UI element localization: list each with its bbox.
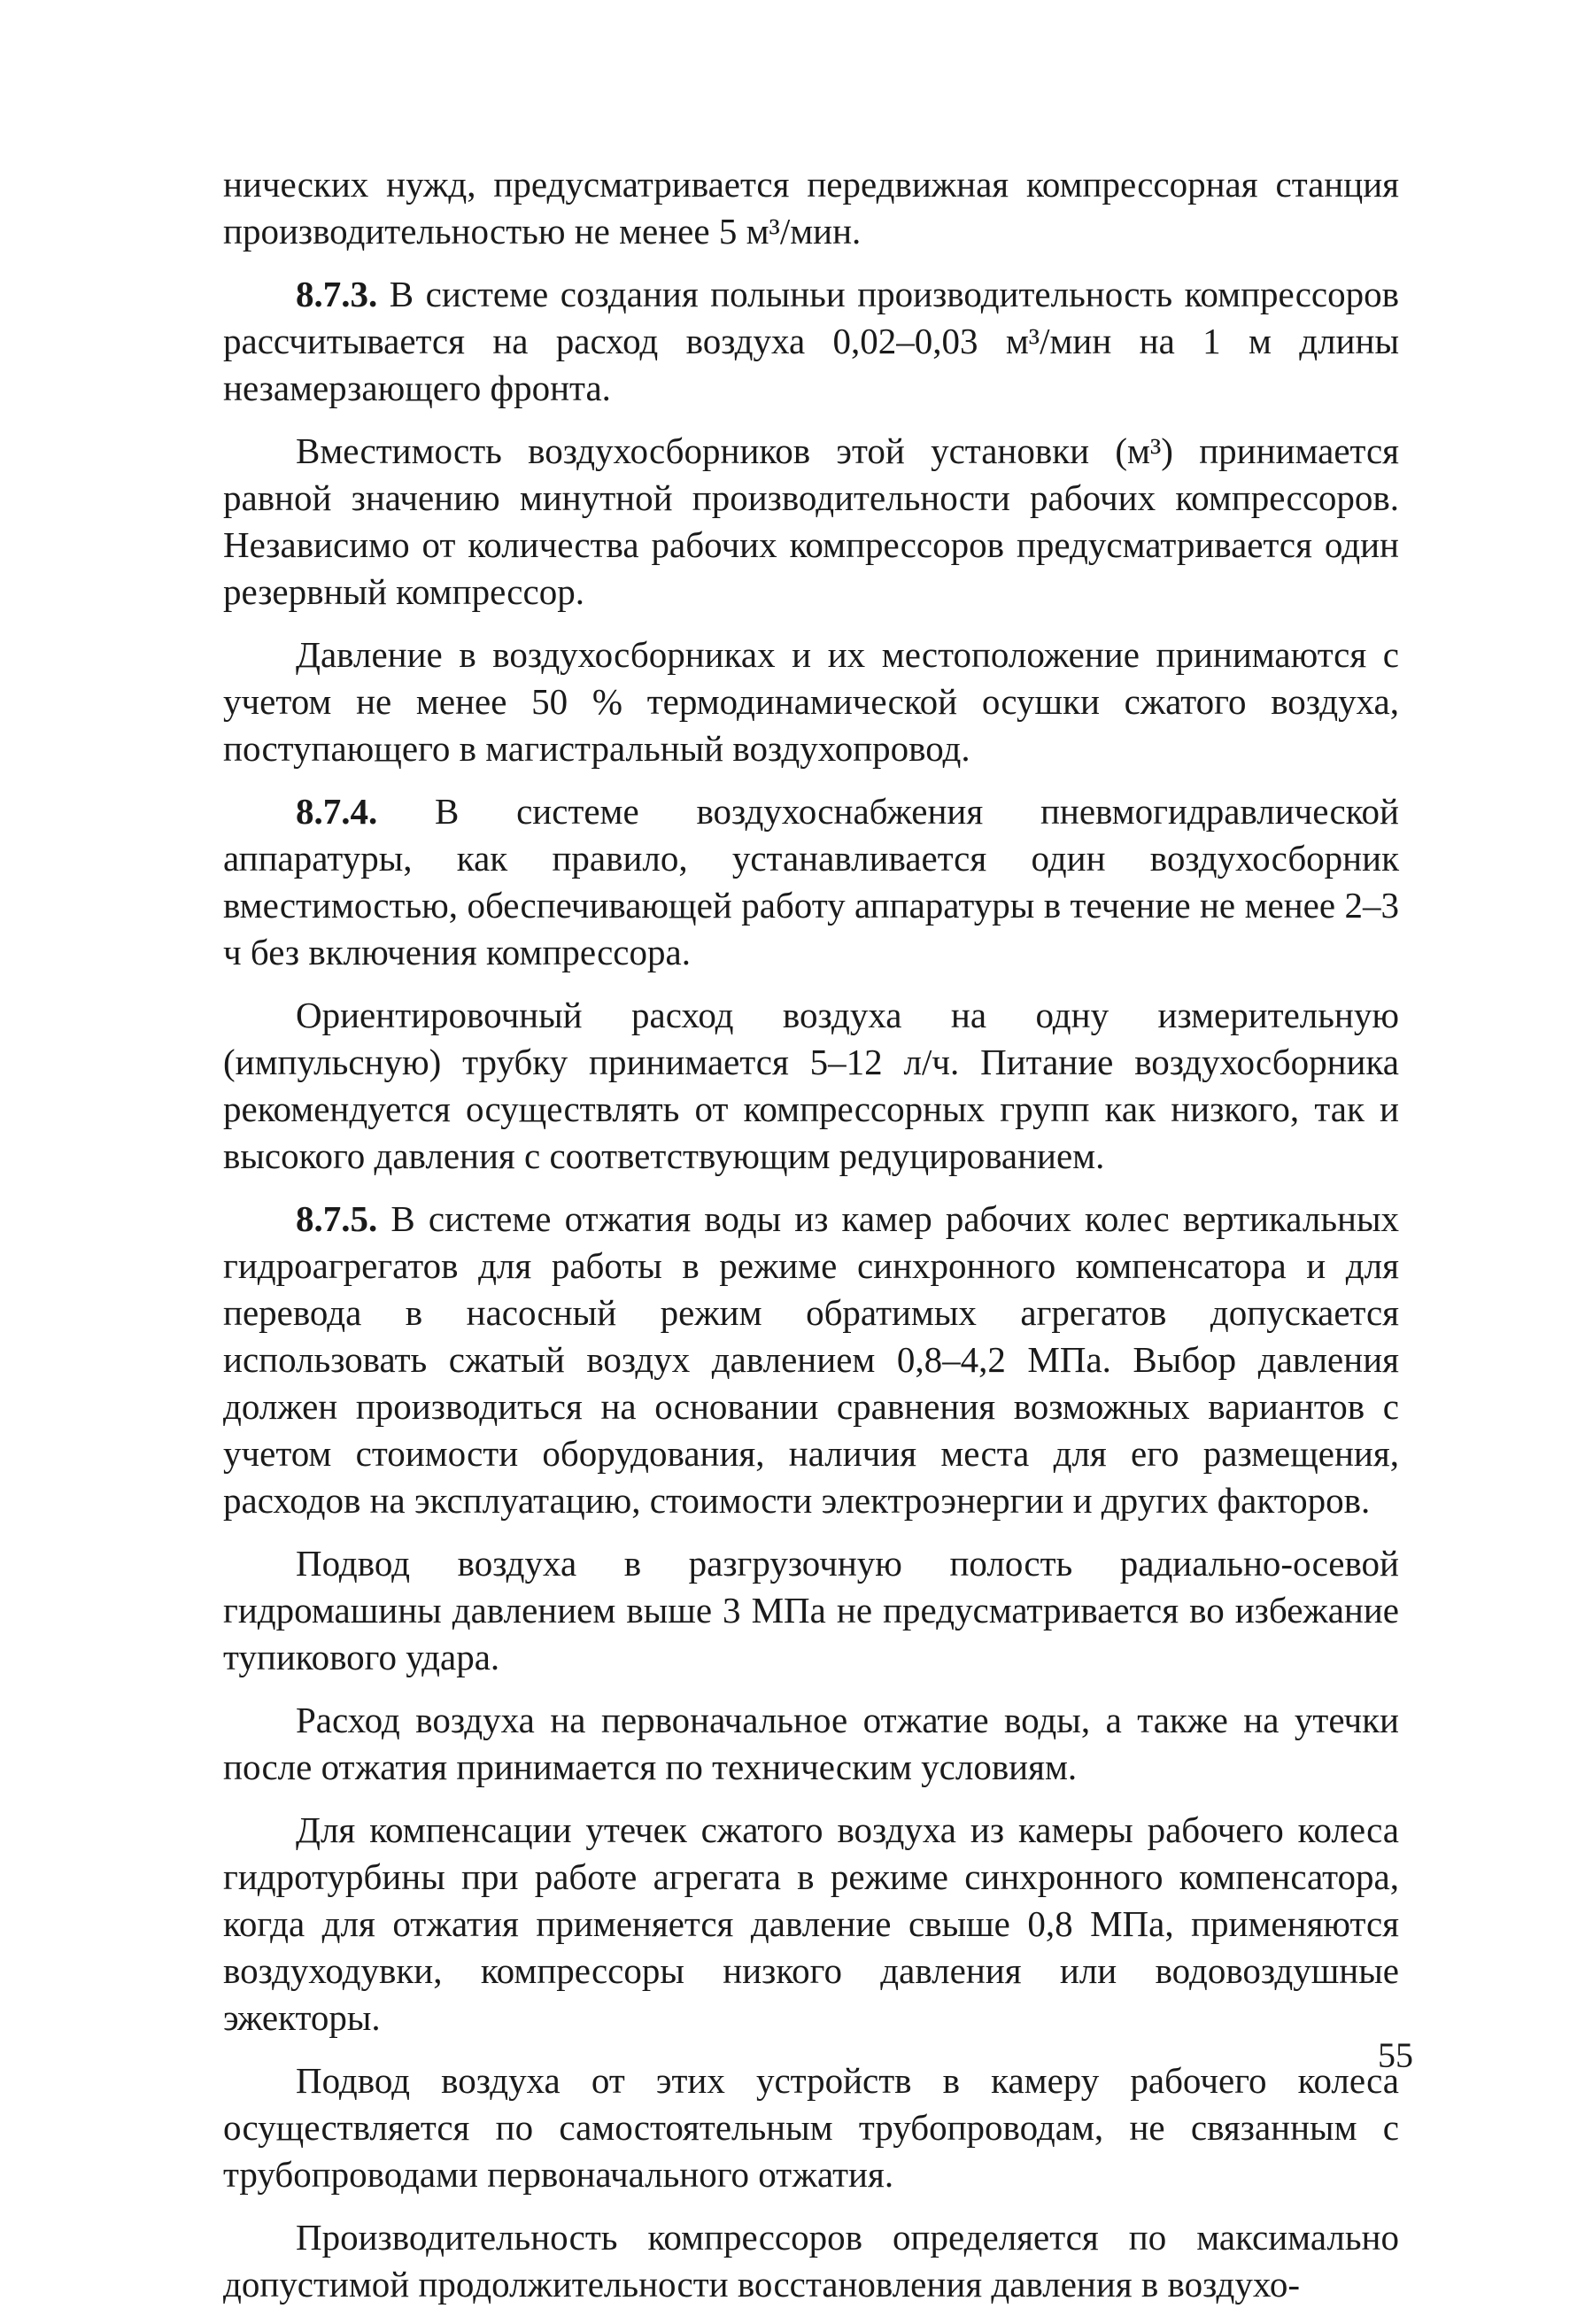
paragraph-text: Подвод воздуха в разгрузочную полость радиально-осевой гидромашины давлением выше 3 МПа не предусматривается во избежание тупикового удара. <box>223 1543 1399 1677</box>
clause-number: 8.7.5. <box>296 1198 378 1239</box>
paragraph <box>223 1697 1399 1791</box>
paragraph <box>223 2214 1399 2308</box>
clause-number: 8.7.3. <box>296 274 378 314</box>
paragraph-text: В системе создания полыньи производительность компрессоров рассчитывается на расход воздуха 0,02–0,03 м³/мин на 1 м длины незамерзающего фронта. <box>223 274 1399 408</box>
paragraph-8-7-5 <box>223 1196 1399 1524</box>
paragraph-text: Подвод воздуха от этих устройств в камеру рабочего колеса осуществляется по самостоятельным трубопроводам, не связанным с трубопроводами первоначального отжатия. <box>223 2060 1399 2195</box>
paragraph <box>223 631 1399 772</box>
paragraph <box>223 1807 1399 2041</box>
paragraph <box>223 1540 1399 1681</box>
body-text <box>223 161 1399 2324</box>
paragraph <box>223 992 1399 1180</box>
paragraph-text: Производительность компрессоров определяется по максимально допустимой продолжительности восстановления давления в воздухо- <box>223 2217 1399 2305</box>
paragraph-text: нических нужд, предусматривается передвижная компрессорная станция производительностью не менее 5 м³/мин. <box>223 164 1399 252</box>
paragraph <box>223 2057 1399 2198</box>
paragraph <box>223 428 1399 616</box>
paragraph-8-7-3 <box>223 271 1399 412</box>
paragraph-continuation <box>223 161 1399 255</box>
paragraph-text: Для компенсации утечек сжатого воздуха из камеры рабочего колеса гидротурбины при работе агрегата в режиме синхронного компенсатора, когда для отжатия применяется давление свыше 0,8 МПа, применяются воздуходувки, компрессоры низкого давления или водовоздушные эжекторы. <box>223 1809 1399 2038</box>
paragraph-8-7-4 <box>223 788 1399 976</box>
paragraph-text: В системе воздухоснабжения пневмогидравлической аппаратуры, как правило, устанавливается один воздухосборник вместимостью, обеспечивающей работу аппаратуры в течение не менее 2–3 ч без включения компрессора. <box>223 791 1399 972</box>
paragraph-text: Ориентировочный расход воздуха на одну измерительную (импульсную) трубку принимается 5–12 л/ч. Питание воздухосборника рекомендуется осуществлять от компрессорных групп как низкого, так и высокого давления с соответствующим редуцированием. <box>223 995 1399 1176</box>
paragraph-text: Давление в воздухосборниках и их местоположение принимаются с учетом не менее 50 % термодинамической осушки сжатого воздуха, поступающего в магистральный воздухопровод. <box>223 634 1399 769</box>
paragraph-text: В системе отжатия воды из камер рабочих колес вертикальных гидроагрегатов для работы в режиме синхронного компенсатора и для перевода в насосный режим обратимых агрегатов допускается использовать сжатый воздух давлением 0,8–4,2 МПа. Выбор давления должен производиться на основании сравнения возможных вариантов с учетом стоимости оборудования, наличия места для его размещения, расходов на эксплуатацию, стоимости электроэнергии и других факторов. <box>223 1198 1399 1521</box>
page-number: 55 <box>1378 2035 1413 2075</box>
paragraph-text: Вместимость воздухосборников этой установки (м³) принимается равной значению минутной производительности рабочих компрессоров. Независимо от количества рабочих компрессоров предусматривается один резервный компрессор. <box>223 430 1399 612</box>
clause-number: 8.7.4. <box>296 791 378 832</box>
paragraph-text: Расход воздуха на первоначальное отжатие воды, а также на утечки после отжатия принимается по техническим условиям. <box>223 1700 1399 1787</box>
